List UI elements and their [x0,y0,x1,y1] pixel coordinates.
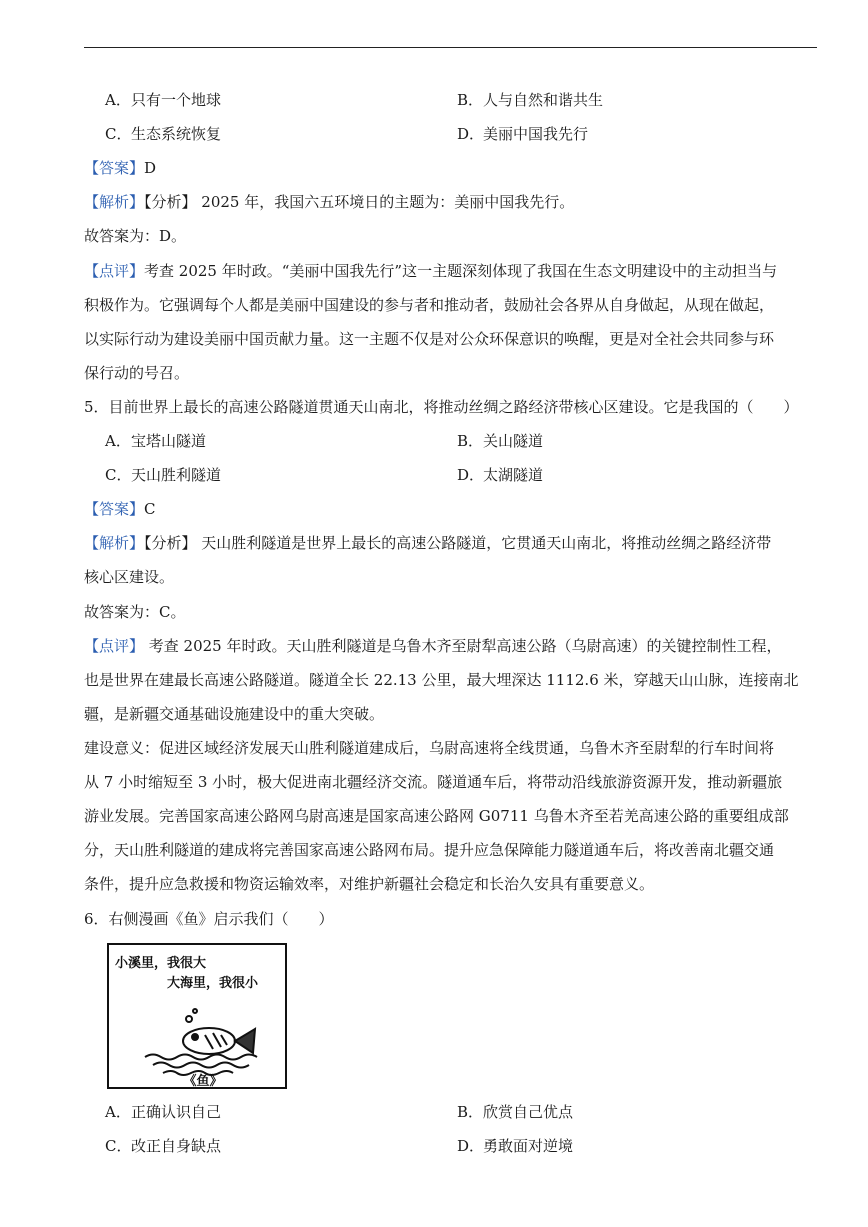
q5-option-b[interactable]: B．关山隧道 [457,432,544,450]
q6-option-b[interactable]: B．欣赏自己优点 [457,1103,574,1121]
comic-caption: 《鱼》 [183,1074,223,1087]
q5-conclusion: 故答案为：C。 [84,603,186,621]
q5-option-c[interactable]: C．天山胜利隧道 [105,466,222,484]
q5-option-a[interactable]: A．宝塔山隧道 [105,432,207,450]
q4-answer: 【答案】D [84,159,157,177]
q5-comment-line-5: 从 7 小时缩短至 3 小时，极大促进南北疆经济交流。隧道通车后，将带动沿线旅游资源开发，推动新疆旅 [84,773,783,791]
q5-answer: 【答案】C [84,500,156,518]
comic-text-line-1: 小溪里，我很大 [115,956,207,971]
q5-comment-line-6: 游业发展。完善国家高速公路网乌尉高速是国家高速公路网 G0711 乌鲁木齐至若羌高速公路的重要组成部 [84,807,789,825]
q5-comment-line-8: 条件，提升应急救援和物资运输效率，对维护新疆社会稳定和长治久安具有重要意义。 [84,875,655,893]
q5-analysis-line-1: 【解析】【分析】 天山胜利隧道是世界上最长的高速公路隧道，它贯通天山南北，将推动丝绸之路经济带 [84,534,772,552]
q4-comment-line-2: 积极作为。它强调每个人都是美丽中国建设的参与者和推动者，鼓励社会各界从自身做起，从现在做起， [84,296,775,314]
q4-comment-line-1: 【点评】考查 2025 年时政。“美丽中国我先行”这一主题深刻体现了我国在生态文明建设中的主动担当与 [84,262,778,280]
q4-option-b[interactable]: B．人与自然和谐共生 [457,91,604,109]
q6-stem: 6．右侧漫画《鱼》启示我们（ ） [84,910,334,928]
q5-option-d[interactable]: D．太湖隧道 [457,466,544,484]
q4-option-a[interactable]: A．只有一个地球 [105,91,222,109]
q5-comment-line-3: 疆，是新疆交通基础设施建设中的重大突破。 [84,705,385,723]
q4-comment-line-3: 以实际行动为建设美丽中国贡献力量。这一主题不仅是对公众环保意识的唤醒，更是对全社会共同参与环 [84,330,775,348]
q4-option-c[interactable]: C．生态系统恢复 [105,125,222,143]
q5-comment-line-4: 建设意义：促进区域经济发展天山胜利隧道建成后，乌尉高速将全线贯通，乌鲁木齐至尉犁的行车时间将 [84,739,775,757]
header-rule [84,47,817,48]
q5-comment-line-1: 【点评】 考查 2025 年时政。天山胜利隧道是乌鲁木齐至尉犁高速公路（乌尉高速）的关键控制性工程， [84,637,782,655]
q4-conclusion: 故答案为：D。 [84,227,187,245]
q5-comment-line-7: 分，天山胜利隧道的建成将完善国家高速公路网布局。提升应急保障能力隧道通车后，将改善南北疆交通 [84,841,775,859]
q6-option-c[interactable]: C．改正自身缺点 [105,1137,222,1155]
comic-text-line-2: 大海里，我很小 [167,976,259,991]
q4-analysis: 【解析】【分析】 2025 年，我国六五环境日的主题为：美丽中国我先行。 [84,193,575,211]
water-waves [145,1055,257,1076]
q4-option-d[interactable]: D．美丽中国我先行 [457,125,589,143]
q6-option-d[interactable]: D．勇敢面对逆境 [457,1137,574,1155]
q5-comment-line-2: 也是世界在建最长高速公路隧道。隧道全长 22.13 公里，最大埋深达 1112.6 米，穿越天山山脉，连接南北 [84,671,799,689]
q4-comment-line-4: 保行动的号召。 [84,364,190,382]
q5-analysis-line-2: 核心区建设。 [84,568,175,586]
fish-cartoon [107,943,287,1089]
fish-icon [183,1009,255,1054]
q6-option-a[interactable]: A．正确认识自己 [105,1103,222,1121]
q5-stem: 5．目前世界上最长的高速公路隧道贯通天山南北，将推动丝绸之路经济带核心区建设。它是我国的（ ） [84,398,799,416]
